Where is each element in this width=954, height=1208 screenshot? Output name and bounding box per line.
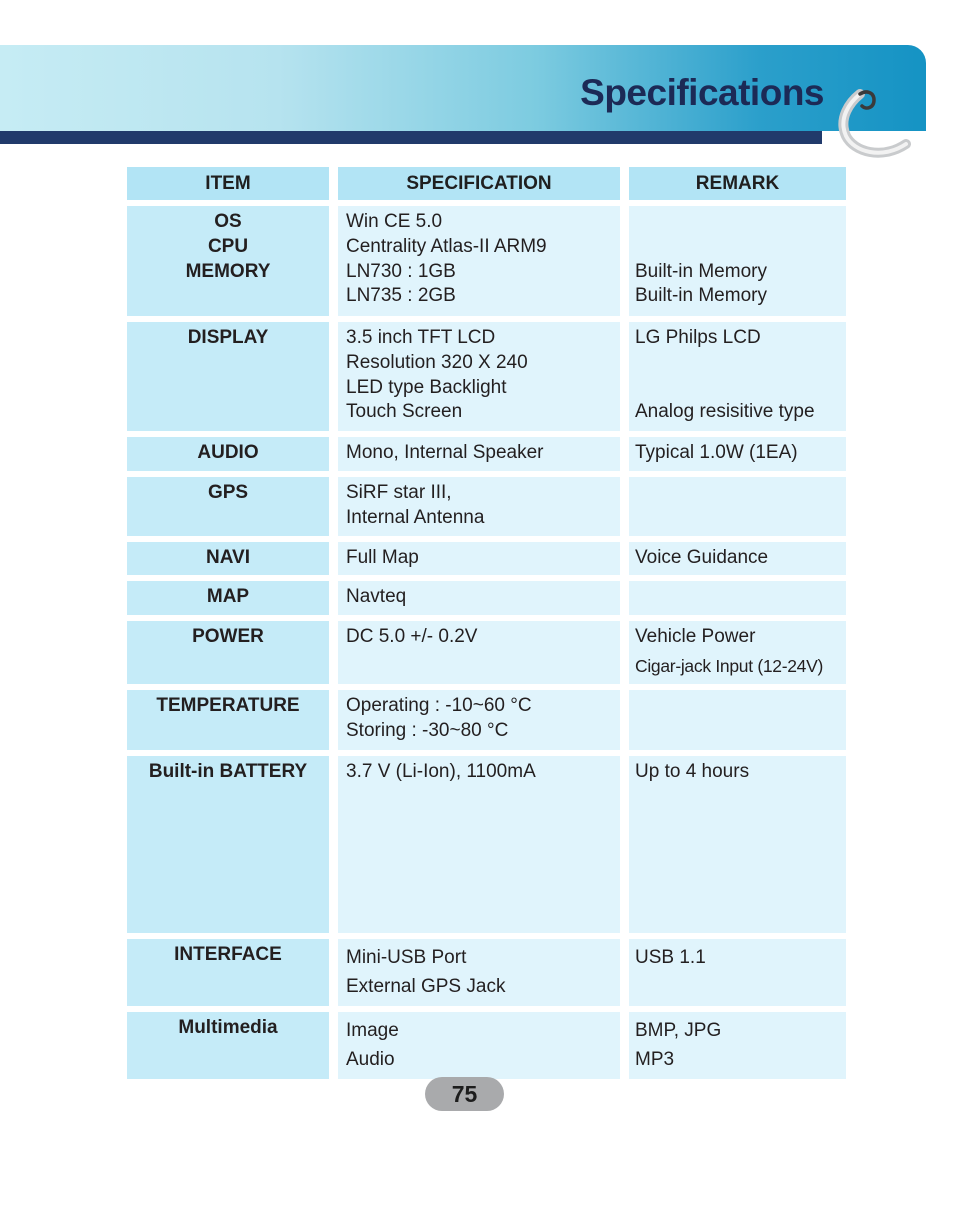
table-row-power bbox=[127, 621, 846, 684]
spec-line: LED type Backlight bbox=[346, 376, 507, 398]
spec-line: Mono, Internal Speaker bbox=[346, 442, 544, 463]
table-header-row bbox=[127, 167, 846, 200]
item-label: CPU bbox=[207, 235, 249, 257]
remark-line: Vehicle Power bbox=[635, 626, 756, 648]
remark-line bbox=[635, 376, 842, 401]
item-cell bbox=[127, 1012, 329, 1079]
item-cell bbox=[127, 581, 329, 615]
table-row-multimedia bbox=[127, 1012, 846, 1079]
spec-line: 3.7 V (Li-Ion), 1100mA bbox=[346, 760, 536, 782]
page-number: 75 bbox=[425, 1077, 504, 1111]
specification-cell bbox=[338, 477, 620, 536]
spec-line: DC 5.0 +/- 0.2V bbox=[346, 626, 478, 648]
spec-line: Resolution 320 X 240 bbox=[346, 351, 528, 373]
item-cell bbox=[127, 690, 329, 750]
remark-cell bbox=[629, 690, 846, 750]
spec-line: External GPS Jack bbox=[346, 975, 506, 997]
specification-cell bbox=[338, 437, 620, 471]
table-row-interface bbox=[127, 939, 846, 1006]
table-row-map bbox=[127, 581, 846, 615]
table-row-os-cpu-memory bbox=[127, 206, 846, 316]
remark-cell bbox=[629, 322, 846, 431]
remark-cell bbox=[629, 939, 846, 1006]
remark-cell bbox=[629, 1012, 846, 1079]
spec-line: LN735 : 2GB bbox=[346, 285, 456, 307]
spec-line: Full Map bbox=[346, 546, 419, 568]
spec-line: Audio bbox=[346, 1048, 395, 1070]
remark-cell bbox=[629, 542, 846, 576]
remark-line: Analog resisitive type bbox=[635, 401, 815, 423]
column-header-remark: REMARK bbox=[629, 167, 846, 200]
spec-line: LN730 : 1GB bbox=[346, 260, 456, 282]
spec-line: Navteq bbox=[346, 586, 407, 608]
specification-cell bbox=[338, 322, 620, 431]
item-label: TEMPERATURE bbox=[156, 694, 300, 716]
header-underline bbox=[0, 131, 822, 144]
specification-cell bbox=[338, 581, 620, 615]
specification-cell bbox=[338, 206, 620, 316]
table-row-display bbox=[127, 322, 846, 431]
specification-cell bbox=[338, 690, 620, 750]
remark-cell bbox=[629, 756, 846, 933]
remark-line: BMP, JPG bbox=[635, 1019, 722, 1041]
remark-line bbox=[635, 235, 842, 260]
item-label: DISPLAY bbox=[187, 327, 269, 348]
spec-line: Image bbox=[346, 1019, 399, 1041]
remark-line: Built-in Memory bbox=[635, 285, 767, 307]
item-label: GPS bbox=[207, 482, 249, 503]
remark-line: MP3 bbox=[635, 1048, 675, 1070]
remark-line: Built-in Memory bbox=[635, 260, 767, 282]
remark-line: Voice Guidance bbox=[635, 546, 769, 568]
spec-line: Touch Screen bbox=[346, 401, 463, 423]
table-row-temperature bbox=[127, 690, 846, 750]
specifications-table bbox=[118, 161, 855, 1085]
table-row-battery bbox=[127, 756, 846, 933]
specification-cell bbox=[338, 621, 620, 684]
paper-clip-icon bbox=[830, 78, 920, 168]
remark-line bbox=[635, 351, 842, 376]
spec-line: Internal Antenna bbox=[346, 506, 485, 528]
remark-cell bbox=[629, 581, 846, 615]
item-cell bbox=[127, 322, 329, 431]
spec-line: Operating : -10~60 °C bbox=[346, 694, 532, 716]
item-label: Built-in BATTERY bbox=[148, 760, 308, 782]
remark-line: USB 1.1 bbox=[635, 946, 706, 968]
column-header-specification: SPECIFICATION bbox=[338, 167, 620, 200]
spec-line: Centrality Atlas-II ARM9 bbox=[346, 235, 547, 257]
spec-line: Win CE 5.0 bbox=[346, 211, 443, 232]
remark-line: Up to 4 hours bbox=[635, 760, 750, 782]
remark-line: Cigar-jack Input (12-24V) bbox=[635, 655, 823, 676]
remark-line bbox=[635, 210, 842, 235]
item-cell bbox=[127, 756, 329, 933]
spec-line: Storing : -30~80 °C bbox=[346, 719, 509, 741]
specification-cell bbox=[338, 1012, 620, 1079]
spec-line: 3.5 inch TFT LCD bbox=[346, 327, 496, 348]
spec-line: SiRF star III, bbox=[346, 482, 452, 503]
spec-line: Mini-USB Port bbox=[346, 946, 467, 968]
item-cell bbox=[127, 437, 329, 471]
remark-cell bbox=[629, 206, 846, 316]
remark-line: LG Philps LCD bbox=[635, 327, 761, 348]
item-label: INTERFACE bbox=[174, 943, 282, 965]
table-row-navi bbox=[127, 542, 846, 576]
item-label: POWER bbox=[192, 626, 264, 648]
table-row-gps bbox=[127, 477, 846, 536]
item-label: AUDIO bbox=[197, 442, 259, 463]
item-cell bbox=[127, 206, 329, 316]
item-label: Multimedia bbox=[178, 1016, 278, 1038]
item-cell bbox=[127, 477, 329, 536]
specification-cell bbox=[338, 542, 620, 576]
remark-cell bbox=[629, 477, 846, 536]
item-label: MEMORY bbox=[185, 260, 271, 282]
table-row-audio bbox=[127, 437, 846, 471]
item-label: MAP bbox=[206, 586, 250, 608]
item-cell bbox=[127, 939, 329, 1006]
remark-cell bbox=[629, 437, 846, 471]
remark-cell bbox=[629, 621, 846, 684]
item-cell bbox=[127, 542, 329, 576]
item-label: NAVI bbox=[206, 546, 250, 568]
remark-line: Typical 1.0W (1EA) bbox=[635, 442, 798, 463]
item-label: OS bbox=[214, 211, 242, 232]
specification-cell bbox=[338, 756, 620, 933]
item-cell bbox=[127, 621, 329, 684]
column-header-item: ITEM bbox=[127, 167, 329, 200]
page-title: Specifications bbox=[580, 72, 824, 113]
specification-cell bbox=[338, 939, 620, 1006]
